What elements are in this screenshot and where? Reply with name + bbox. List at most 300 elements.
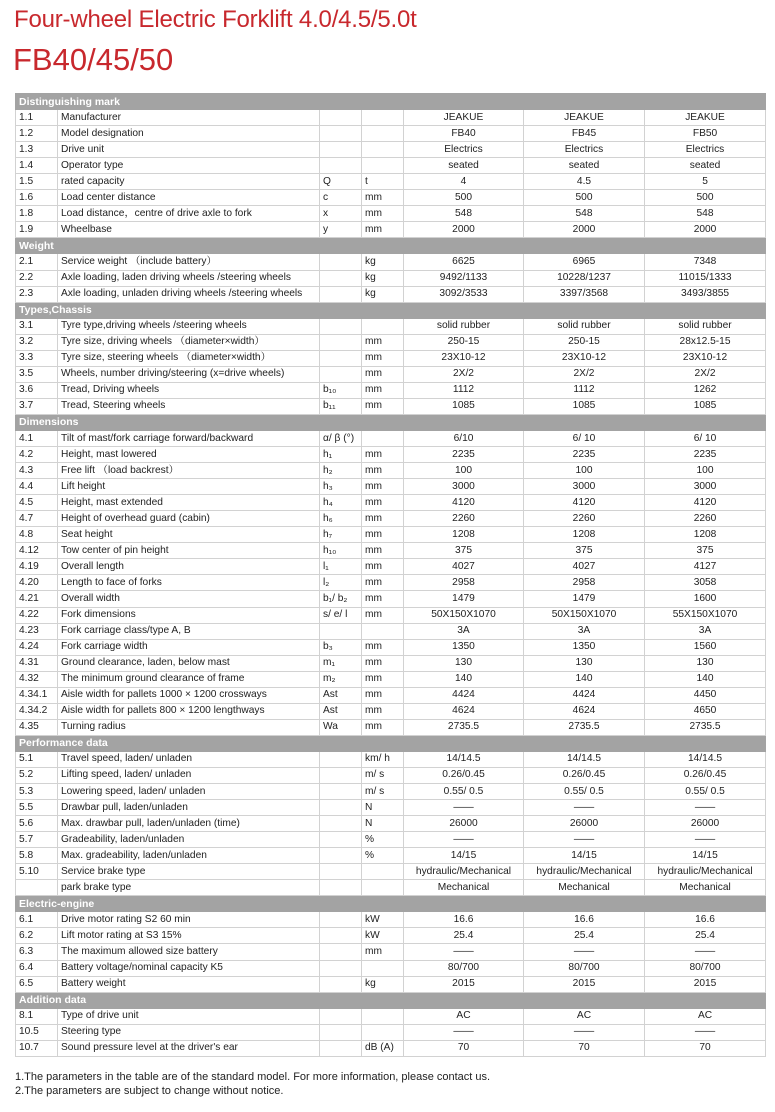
item-number: 6.3 — [16, 944, 58, 960]
item-description: Drawbar pull, laden/unladen — [58, 800, 320, 816]
item-unit — [362, 126, 404, 142]
spec-row — [16, 511, 766, 527]
item-number: 6.1 — [16, 912, 58, 928]
spec-row — [16, 334, 766, 350]
item-unit: kg — [362, 286, 404, 302]
item-description: Ground clearance, laden, below mast — [58, 655, 320, 671]
value-fb50: —— — [645, 1024, 766, 1040]
value-fb50: 2235 — [645, 447, 766, 463]
spec-row — [16, 430, 766, 446]
item-description: Height, mast lowered — [58, 447, 320, 463]
item-description: Steering type — [58, 1024, 320, 1040]
item-number: 1.3 — [16, 142, 58, 158]
value-fb40: —— — [404, 944, 524, 960]
item-symbol — [320, 110, 362, 126]
value-fb40: 80/700 — [404, 960, 524, 976]
value-fb50: —— — [645, 832, 766, 848]
value-fb50: 28x12.5-15 — [645, 334, 766, 350]
item-unit: mm — [362, 655, 404, 671]
value-fb40: 1085 — [404, 398, 524, 414]
spec-row — [16, 1040, 766, 1056]
value-fb40: 2015 — [404, 976, 524, 992]
item-symbol: h₄ — [320, 495, 362, 511]
item-description: Service weight （include battery） — [58, 254, 320, 270]
item-number: 4.8 — [16, 527, 58, 543]
value-fb40: 9492/1133 — [404, 270, 524, 286]
item-description: Max. gradeability, laden/unladen — [58, 848, 320, 864]
item-symbol: h₂ — [320, 463, 362, 479]
item-symbol — [320, 767, 362, 783]
value-fb40: 14/15 — [404, 848, 524, 864]
footnotes — [15, 1070, 490, 1098]
value-fb40: 4 — [404, 174, 524, 190]
value-fb50: 1085 — [645, 398, 766, 414]
item-unit: kg — [362, 976, 404, 992]
item-symbol — [320, 158, 362, 174]
item-number: 2.2 — [16, 270, 58, 286]
value-fb40: 26000 — [404, 816, 524, 832]
value-fb45: 548 — [524, 206, 645, 222]
item-symbol — [320, 960, 362, 976]
value-fb40: 1208 — [404, 527, 524, 543]
spec-row — [16, 126, 766, 142]
value-fb50: 26000 — [645, 816, 766, 832]
item-unit — [362, 1008, 404, 1024]
item-symbol — [320, 912, 362, 928]
item-description: park brake type — [58, 880, 320, 896]
value-fb50: 2015 — [645, 976, 766, 992]
footnote: 1.The parameters in the table are of the standard model. For more information, please contact us. — [15, 1071, 491, 1083]
item-symbol: b₁₁ — [320, 398, 362, 414]
item-description: Lifting speed, laden/ unladen — [58, 767, 320, 783]
value-fb50: 1262 — [645, 382, 766, 398]
value-fb50: 500 — [645, 190, 766, 206]
item-symbol — [320, 784, 362, 800]
item-description: Battery voltage/nominal capacity K5 — [58, 960, 320, 976]
item-number: 1.8 — [16, 206, 58, 222]
item-number: 4.34.1 — [16, 687, 58, 703]
section-title: Weight — [16, 238, 766, 254]
item-description: Type of drive unit — [58, 1008, 320, 1024]
spec-row — [16, 350, 766, 366]
value-fb40: 25.4 — [404, 928, 524, 944]
value-fb45: 2260 — [524, 511, 645, 527]
value-fb40: 2X/2 — [404, 366, 524, 382]
spec-row — [16, 784, 766, 800]
value-fb40: 130 — [404, 655, 524, 671]
value-fb40: 70 — [404, 1040, 524, 1056]
spec-row — [16, 527, 766, 543]
value-fb50: 5 — [645, 174, 766, 190]
value-fb50: solid rubber — [645, 318, 766, 334]
item-description: Load distance，centre of drive axle to fork — [58, 206, 320, 222]
spec-row — [16, 366, 766, 382]
spec-row — [16, 222, 766, 238]
item-description: Aisle width for pallets 1000 × 1200 crossways — [58, 687, 320, 703]
value-fb40: 4424 — [404, 687, 524, 703]
value-fb45: 50X150X1070 — [524, 607, 645, 623]
item-description: Drive unit — [58, 142, 320, 158]
value-fb40: 1350 — [404, 639, 524, 655]
spec-row — [16, 575, 766, 591]
value-fb40: 4624 — [404, 703, 524, 719]
value-fb50: 2X/2 — [645, 366, 766, 382]
value-fb40: 4120 — [404, 495, 524, 511]
item-unit: mm — [362, 575, 404, 591]
value-fb45: 1479 — [524, 591, 645, 607]
item-number: 4.12 — [16, 543, 58, 559]
section-header — [16, 238, 766, 254]
spec-row — [16, 607, 766, 623]
item-symbol — [320, 976, 362, 992]
spec-row — [16, 976, 766, 992]
item-symbol — [320, 142, 362, 158]
value-fb45: 3A — [524, 623, 645, 639]
item-number: 4.1 — [16, 430, 58, 446]
item-unit: mm — [362, 591, 404, 607]
item-description: Wheelbase — [58, 222, 320, 238]
value-fb45: 10228/1237 — [524, 270, 645, 286]
item-number: 3.2 — [16, 334, 58, 350]
item-unit: kW — [362, 928, 404, 944]
item-unit — [362, 623, 404, 639]
spec-row — [16, 655, 766, 671]
value-fb45: 70 — [524, 1040, 645, 1056]
value-fb45: 2X/2 — [524, 366, 645, 382]
item-unit: mm — [362, 495, 404, 511]
value-fb50: 3058 — [645, 575, 766, 591]
item-description: Gradeability, laden/unladen — [58, 832, 320, 848]
item-number: 2.1 — [16, 254, 58, 270]
item-unit: mm — [362, 719, 404, 735]
value-fb40: 140 — [404, 671, 524, 687]
item-symbol — [320, 1008, 362, 1024]
value-fb45: Mechanical — [524, 880, 645, 896]
value-fb45: AC — [524, 1008, 645, 1024]
spec-row — [16, 254, 766, 270]
value-fb50: 4120 — [645, 495, 766, 511]
item-number: 4.2 — [16, 447, 58, 463]
item-symbol: h₇ — [320, 527, 362, 543]
value-fb50: FB50 — [645, 126, 766, 142]
item-symbol: Ast — [320, 687, 362, 703]
item-unit: mm — [362, 527, 404, 543]
item-number: 4.3 — [16, 463, 58, 479]
spec-row — [16, 848, 766, 864]
item-number — [16, 880, 58, 896]
item-number: 1.9 — [16, 222, 58, 238]
value-fb40: 100 — [404, 463, 524, 479]
item-unit: % — [362, 848, 404, 864]
value-fb40: 250-15 — [404, 334, 524, 350]
value-fb45: 6965 — [524, 254, 645, 270]
value-fb50: 3493/3855 — [645, 286, 766, 302]
item-description: Overall length — [58, 559, 320, 575]
item-unit: mm — [362, 607, 404, 623]
value-fb45: 1208 — [524, 527, 645, 543]
section-header — [16, 896, 766, 912]
spec-row — [16, 463, 766, 479]
item-symbol: x — [320, 206, 362, 222]
value-fb40: 1112 — [404, 382, 524, 398]
value-fb40: 50X150X1070 — [404, 607, 524, 623]
item-unit: dB (A) — [362, 1040, 404, 1056]
item-unit: mm — [362, 350, 404, 366]
spec-row — [16, 206, 766, 222]
value-fb50: 1208 — [645, 527, 766, 543]
spec-row — [16, 591, 766, 607]
item-symbol — [320, 880, 362, 896]
item-number: 1.5 — [16, 174, 58, 190]
spec-row — [16, 880, 766, 896]
item-symbol: b₁₀ — [320, 382, 362, 398]
item-number: 3.3 — [16, 350, 58, 366]
item-description: The maximum allowed size battery — [58, 944, 320, 960]
spec-row — [16, 286, 766, 302]
spec-row — [16, 559, 766, 575]
item-symbol — [320, 848, 362, 864]
item-unit: mm — [362, 671, 404, 687]
section-header — [16, 992, 766, 1008]
item-unit: m/ s — [362, 784, 404, 800]
item-symbol — [320, 270, 362, 286]
item-symbol: m₁ — [320, 655, 362, 671]
item-description: The minimum ground clearance of frame — [58, 671, 320, 687]
item-description: Max. drawbar pull, laden/unladen (time) — [58, 816, 320, 832]
item-description: Free lift （load backrest） — [58, 463, 320, 479]
value-fb45: 14/14.5 — [524, 751, 645, 767]
item-number: 5.7 — [16, 832, 58, 848]
value-fb50: 14/15 — [645, 848, 766, 864]
value-fb45: 140 — [524, 671, 645, 687]
item-description: Load center distance — [58, 190, 320, 206]
item-number: 10.7 — [16, 1040, 58, 1056]
value-fb50: 548 — [645, 206, 766, 222]
item-description: Seat height — [58, 527, 320, 543]
item-unit: km/ h — [362, 751, 404, 767]
item-number: 3.5 — [16, 366, 58, 382]
item-symbol — [320, 366, 362, 382]
spec-row — [16, 671, 766, 687]
value-fb45: 2000 — [524, 222, 645, 238]
value-fb45: 2958 — [524, 575, 645, 591]
value-fb40: 2958 — [404, 575, 524, 591]
value-fb45: FB45 — [524, 126, 645, 142]
value-fb45: 2735.5 — [524, 719, 645, 735]
value-fb40: 375 — [404, 543, 524, 559]
item-description: Drive motor rating S2 60 min — [58, 912, 320, 928]
item-unit: mm — [362, 687, 404, 703]
value-fb50: 7348 — [645, 254, 766, 270]
spec-row — [16, 479, 766, 495]
item-number: 6.2 — [16, 928, 58, 944]
item-unit — [362, 880, 404, 896]
value-fb50: seated — [645, 158, 766, 174]
value-fb50: 2260 — [645, 511, 766, 527]
item-unit: mm — [362, 366, 404, 382]
item-unit — [362, 430, 404, 446]
spec-row — [16, 800, 766, 816]
value-fb45: 4424 — [524, 687, 645, 703]
value-fb45: Electrics — [524, 142, 645, 158]
item-description: Travel speed, laden/ unladen — [58, 751, 320, 767]
spec-row — [16, 816, 766, 832]
value-fb45: 23X10-12 — [524, 350, 645, 366]
item-description: Lift height — [58, 479, 320, 495]
item-number: 4.21 — [16, 591, 58, 607]
item-description: Model designation — [58, 126, 320, 142]
value-fb45: 130 — [524, 655, 645, 671]
item-symbol: h₃ — [320, 479, 362, 495]
item-description: Fork dimensions — [58, 607, 320, 623]
item-unit: mm — [362, 463, 404, 479]
item-description: Overall width — [58, 591, 320, 607]
value-fb45: 80/700 — [524, 960, 645, 976]
item-description: Axle loading, laden driving wheels /steering wheels — [58, 270, 320, 286]
item-number: 4.20 — [16, 575, 58, 591]
item-unit: mm — [362, 703, 404, 719]
item-symbol: α/ β (°) — [320, 430, 362, 446]
value-fb45: —— — [524, 944, 645, 960]
item-number: 4.31 — [16, 655, 58, 671]
section-title: Dimensions — [16, 414, 766, 430]
value-fb50: JEAKUE — [645, 110, 766, 126]
item-unit: mm — [362, 559, 404, 575]
spec-row — [16, 751, 766, 767]
value-fb50: hydraulic/Mechanical — [645, 864, 766, 880]
item-unit: N — [362, 800, 404, 816]
value-fb50: Electrics — [645, 142, 766, 158]
value-fb40: —— — [404, 800, 524, 816]
spec-row — [16, 318, 766, 334]
spec-row — [16, 687, 766, 703]
section-header — [16, 94, 766, 110]
value-fb40: Mechanical — [404, 880, 524, 896]
value-fb45: 0.26/0.45 — [524, 767, 645, 783]
item-number: 1.4 — [16, 158, 58, 174]
item-description: Operator type — [58, 158, 320, 174]
item-symbol — [320, 832, 362, 848]
spec-row — [16, 447, 766, 463]
item-symbol — [320, 350, 362, 366]
spec-row — [16, 767, 766, 783]
spec-row — [16, 174, 766, 190]
spec-row — [16, 110, 766, 126]
value-fb40: 500 — [404, 190, 524, 206]
item-number: 4.5 — [16, 495, 58, 511]
spec-row — [16, 944, 766, 960]
value-fb50: 4127 — [645, 559, 766, 575]
spec-row — [16, 912, 766, 928]
item-description: Manufacturer — [58, 110, 320, 126]
spec-row — [16, 703, 766, 719]
value-fb50: —— — [645, 944, 766, 960]
item-unit: mm — [362, 222, 404, 238]
spec-row — [16, 1024, 766, 1040]
item-unit: mm — [362, 639, 404, 655]
item-unit: mm — [362, 382, 404, 398]
item-symbol — [320, 864, 362, 880]
spec-row — [16, 142, 766, 158]
item-number: 3.7 — [16, 398, 58, 414]
item-number: 4.35 — [16, 719, 58, 735]
value-fb50: 14/14.5 — [645, 751, 766, 767]
value-fb45: 16.6 — [524, 912, 645, 928]
item-description: Tyre size, driving wheels （diameter×width） — [58, 334, 320, 350]
item-symbol — [320, 623, 362, 639]
item-description: Battery weight — [58, 976, 320, 992]
item-description: rated capacity — [58, 174, 320, 190]
value-fb45: 25.4 — [524, 928, 645, 944]
item-number: 5.3 — [16, 784, 58, 800]
footnote: 2.The parameters are subject to change without notice. — [15, 1085, 284, 1097]
item-symbol: m₂ — [320, 671, 362, 687]
value-fb50: 375 — [645, 543, 766, 559]
spec-row — [16, 960, 766, 976]
item-description: Service brake type — [58, 864, 320, 880]
value-fb50: —— — [645, 800, 766, 816]
item-unit — [362, 1024, 404, 1040]
item-number: 6.5 — [16, 976, 58, 992]
item-description: Tyre size, steering wheels （diameter×width） — [58, 350, 320, 366]
item-unit: % — [362, 832, 404, 848]
value-fb40: —— — [404, 832, 524, 848]
value-fb50: 3A — [645, 623, 766, 639]
value-fb40: 6625 — [404, 254, 524, 270]
value-fb50: 80/700 — [645, 960, 766, 976]
item-description: Wheels, number driving/steering (x=drive wheels) — [58, 366, 320, 382]
value-fb45: 0.55/ 0.5 — [524, 784, 645, 800]
value-fb50: 1600 — [645, 591, 766, 607]
value-fb45: 3000 — [524, 479, 645, 495]
item-unit: t — [362, 174, 404, 190]
item-unit: mm — [362, 543, 404, 559]
item-symbol — [320, 254, 362, 270]
item-unit — [362, 960, 404, 976]
item-symbol — [320, 286, 362, 302]
item-number: 4.19 — [16, 559, 58, 575]
item-number: 4.22 — [16, 607, 58, 623]
value-fb50: 130 — [645, 655, 766, 671]
item-description: Tread, Driving wheels — [58, 382, 320, 398]
value-fb50: 4650 — [645, 703, 766, 719]
item-unit: mm — [362, 944, 404, 960]
value-fb45: 1085 — [524, 398, 645, 414]
value-fb40: 3A — [404, 623, 524, 639]
item-symbol: l₁ — [320, 559, 362, 575]
item-description: Height of overhead guard (cabin) — [58, 511, 320, 527]
item-unit — [362, 142, 404, 158]
item-unit: mm — [362, 206, 404, 222]
value-fb40: solid rubber — [404, 318, 524, 334]
item-number: 4.23 — [16, 623, 58, 639]
item-unit: mm — [362, 398, 404, 414]
item-number: 4.4 — [16, 479, 58, 495]
spec-row — [16, 270, 766, 286]
item-symbol — [320, 928, 362, 944]
item-description: Axle loading, unladen driving wheels /steering wheels — [58, 286, 320, 302]
value-fb50: 0.26/0.45 — [645, 767, 766, 783]
item-symbol — [320, 126, 362, 142]
value-fb40: 14/14.5 — [404, 751, 524, 767]
item-number: 1.1 — [16, 110, 58, 126]
value-fb40: 16.6 — [404, 912, 524, 928]
value-fb40: Electrics — [404, 142, 524, 158]
item-description: Lowering speed, laden/ unladen — [58, 784, 320, 800]
value-fb50: 25.4 — [645, 928, 766, 944]
item-symbol: Ast — [320, 703, 362, 719]
item-symbol: b₃ — [320, 639, 362, 655]
